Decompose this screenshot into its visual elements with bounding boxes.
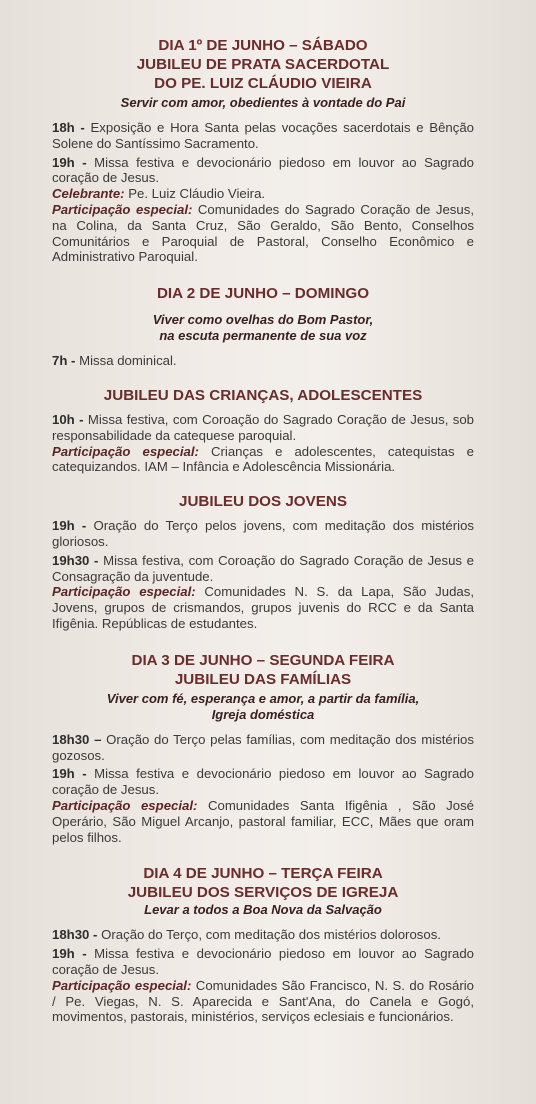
celebrante-label: Celebrante: xyxy=(52,186,125,202)
day1-participacao xyxy=(52,202,474,265)
day1-title-line-1: DIA 1º DE JUNHO – SÁBADO xyxy=(158,37,368,54)
day1-section xyxy=(52,36,474,265)
day3-motto-line-1: Viver com fé, esperança e amor, a partir da família, xyxy=(106,690,420,706)
celebrante-text: Pe. Luiz Cláudio Vieira. xyxy=(124,186,266,202)
day1-title-line-2: JUBILEU DE PRATA SACERDOTAL xyxy=(136,56,390,73)
entry-text: Oração do Terço pelos jovens, com meditação dos mistérios gloriosos. xyxy=(52,518,475,549)
entry-text: Missa festiva, com Coroação do Sagrado Coração de Jesus, sob responsabilidade da catequese paroquial. xyxy=(52,411,474,443)
entry-time: 7h - xyxy=(52,353,76,369)
day1-celebrante xyxy=(52,186,474,202)
day2-entry-7h xyxy=(52,353,474,369)
youth-jubilee-title: JUBILEU DOS JOVENS xyxy=(179,493,347,511)
day3-entry-19h xyxy=(52,766,474,798)
entry-time: 18h30 – xyxy=(52,731,102,747)
day2-motto-line-2: na escuta permanente de sua voz xyxy=(159,328,367,344)
entry-time: 10h - xyxy=(52,411,84,427)
entry-text: Oração do Terço pelas famílias, com meditação dos mistérios gozosos. xyxy=(52,731,474,763)
participacao-text: Crianças e adolescentes, catequistas e catequizandos. IAM – Infância e Adolescência Missionária. xyxy=(52,443,474,475)
entry-time: 19h - xyxy=(52,154,87,170)
youth-entry-19h30 xyxy=(52,553,474,585)
entry-text: Oração do Terço, com meditação dos mistérios dolorosos. xyxy=(97,927,441,943)
day1-title-line-3: DO PE. LUIZ CLÁUDIO VIEIRA xyxy=(154,75,372,92)
entry-time: 18h30 - xyxy=(52,927,98,943)
day3-motto-line-2: Igreja doméstica xyxy=(211,706,315,722)
participacao-label: Participação especial: xyxy=(52,584,196,600)
participacao-text: Comunidades do Sagrado Coração de Jesus, na Colina, da Santa Cruz, São Geraldo, São Bento, Conselhos Comunitários e Paroquial de Pastoral, Conselho Econômico e Administrativo Paroquial. xyxy=(52,201,474,265)
day2-motto-line-1: Viver como ovelhas do Bom Pastor, xyxy=(152,312,374,328)
youth-entry-19h xyxy=(52,518,474,550)
entry-time: 19h - xyxy=(52,518,87,534)
day3-title-line-2: JUBILEU DAS FAMÍLIAS xyxy=(174,670,352,688)
day4-title-line-1: DIA 4 DE JUNHO – TERÇA FEIRA xyxy=(143,865,383,883)
participacao-label: Participação especial: xyxy=(52,977,192,993)
participacao-label: Participação especial: xyxy=(52,797,198,813)
day4-entry-19h xyxy=(52,946,474,978)
kids-jubilee-title: JUBILEU DAS CRIANÇAS, ADOLESCENTES xyxy=(103,386,423,404)
kids-participacao xyxy=(52,444,474,476)
participacao-text: Comunidades São Francisco, N. S. do Rosário / Pe. Viegas, N. S. Aparecida e Sant'Ana, do Canela e Gogó, movimentos, pastorais, ministérios, serviços eclesiais e funcionários. xyxy=(52,977,474,1025)
entry-text: Missa festiva e devocionário piedoso em louvor ao Sagrado coração de Jesus. xyxy=(52,946,474,977)
day4-title-line-2: JUBILEU DOS SERVIÇOS DE IGREJA xyxy=(127,884,399,902)
entry-text: Missa festiva e devocionário piedoso em louvor ao Sagrado coração de Jesus. xyxy=(52,154,474,186)
day4-motto: Levar a todos a Boa Nova da Salvação xyxy=(144,902,382,918)
day4-participacao xyxy=(52,978,474,1025)
kids-entry-10h xyxy=(52,412,474,444)
participacao-text: Comunidades N. S. da Lapa, São Judas, Jovens, grupos de crismandos, grupos juvenis do RCC e da Santa Ifigênia. Repúblicas de estudantes. xyxy=(52,584,474,631)
day3-entry-18h30 xyxy=(52,732,474,764)
participacao-text: Comunidades Santa Ifigênia , São José Operário, São Miguel Arcanjo, pastoral familiar, ECC, Mães que oram pelos filhos. xyxy=(52,797,474,845)
entry-text: Exposição e Hora Santa pelas vocações sacerdotais e Bênção Solene do Santíssimo Sacramento. xyxy=(52,120,475,151)
entry-time: 19h - xyxy=(52,946,87,962)
day3-participacao xyxy=(52,798,474,845)
day3-title-line-1: DIA 3 DE JUNHO – SEGUNDA FEIRA xyxy=(131,651,395,669)
day2-section xyxy=(52,284,474,632)
day2-title: DIA 2 DE JUNHO – DOMINGO xyxy=(156,285,370,303)
youth-participacao xyxy=(52,584,474,631)
entry-time: 19h30 - xyxy=(52,552,99,568)
entry-time: 19h - xyxy=(52,766,87,782)
day4-section xyxy=(52,864,474,1025)
day1-motto: Servir com amor, obedientes à vontade do Pai xyxy=(120,95,406,110)
entry-text: Missa dominical. xyxy=(75,353,177,369)
day4-entry-18h30 xyxy=(52,927,474,943)
entry-text: Missa festiva e devocionário piedoso em louvor ao Sagrado coração de Jesus. xyxy=(52,766,474,798)
day1-entry-18h xyxy=(52,120,474,152)
day1-entry-19h xyxy=(52,155,474,187)
entry-text: Missa festiva, com Coroação do Sagrado Coração de Jesus e Consagração da juventude. xyxy=(52,552,474,584)
day3-section xyxy=(52,651,474,846)
participacao-label: Participação especial: xyxy=(52,443,199,459)
entry-time: 18h - xyxy=(52,120,85,135)
participacao-label: Participação especial: xyxy=(52,201,193,217)
